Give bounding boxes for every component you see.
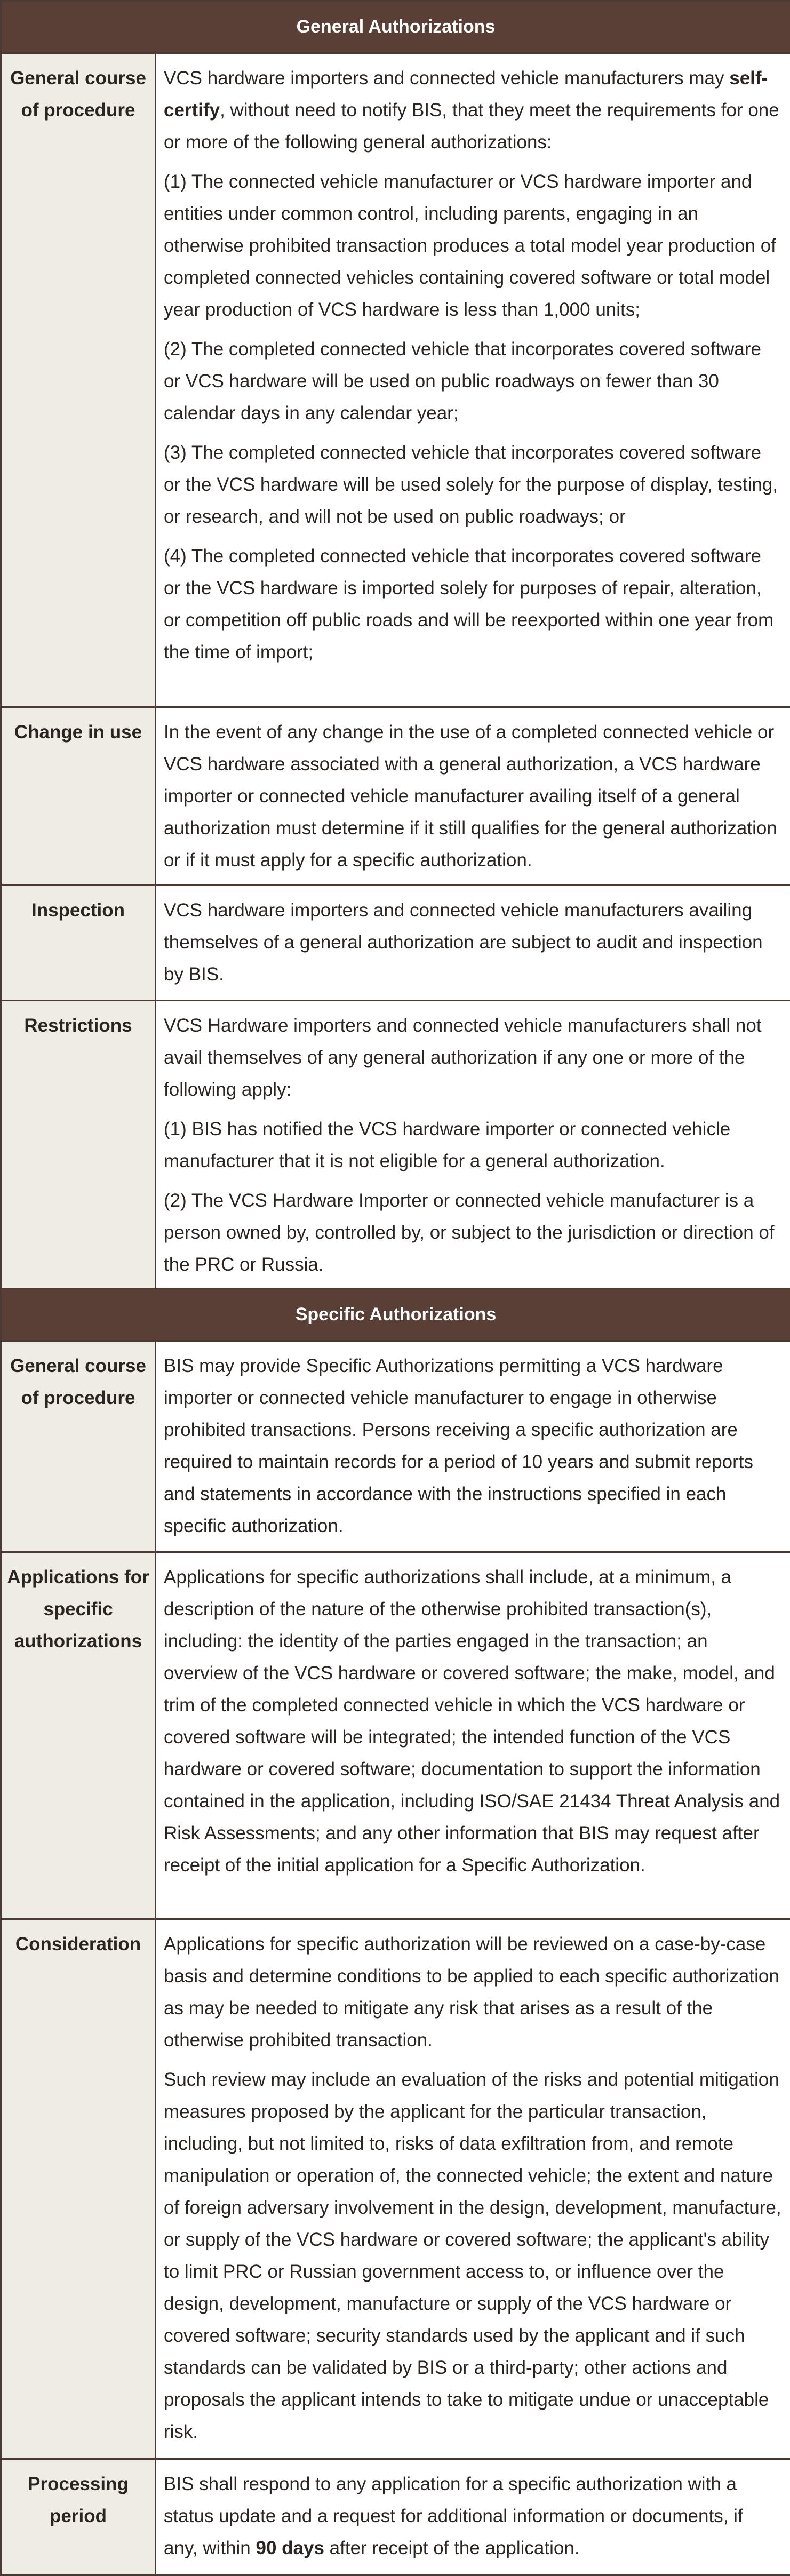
restrictions-text (156, 1001, 790, 1289)
general-authorizations-header: General Authorizations (1, 1, 790, 53)
restrictions-row (1, 1001, 790, 1289)
ninety-days-emphasis: 90 days (256, 2538, 324, 2558)
applications-label: Applications for specific authorizations (1, 1552, 156, 1919)
general-course-intro-end: , without need to notify BIS, that they meet the requirements for one or more of the following general authorizations: (164, 100, 779, 153)
general-course-item: (2) The completed connected vehicle that incorporates covered software or VCS hardware will be used on public roadways on fewer than 30 calendar days in any calendar year; (164, 333, 781, 429)
change-in-use-row (1, 707, 790, 886)
inspection-row (1, 886, 790, 1001)
applications-row (1, 1552, 790, 1919)
specific-authorizations-header-row (1, 1289, 790, 1341)
inspection-label: Inspection (1, 886, 156, 1001)
applications-text: Applications for specific authorizations shall include, at a minimum, a description of the nature of the otherwise prohibited transaction(s), including: the identity of the parties engaged in the transaction; an overview of the VCS hardware or covered software; the make, model, and trim of the completed connected vehicle in which the VCS hardware or covered software will be integrated; the intended function of the VCS hardware or covered software; documentation to support the information contained in the application, including ISO/SAE 21434 Threat Analysis and Risk Assessments; and any other information that BIS may request after receipt of the initial application for a Specific Authorization. (156, 1552, 790, 1919)
general-course-item: (3) The completed connected vehicle that incorporates covered software or the VCS hardware will be used solely for the purpose of display, testing, or research, and will not be used on public roadways; or (164, 437, 781, 533)
processing-text-end: after receipt of the application. (324, 2538, 580, 2558)
consideration-label: Consideration (1, 1919, 156, 2459)
consideration-paragraph: Applications for specific authorization will be reviewed on a case-by-case basis and determine conditions to be applied to each specific authorization as may be needed to mitigate any risk that arises as a result of the otherwise prohibited transaction. (164, 1928, 781, 2056)
restrictions-item: (2) The VCS Hardware Importer or connected vehicle manufacturer is a person owned by, controlled by, or subject to the jurisdiction or direction of the PRC or Russia. (164, 1185, 781, 1281)
restrictions-intro: VCS Hardware importers and connected vehicle manufacturers shall not avail themselves of any general authorization if any one or more of the following apply: (164, 1010, 781, 1106)
general-authorizations-header-row (1, 1, 790, 53)
processing-period-label: Processing period (1, 2459, 156, 2575)
self-certify-emphasis: self-certify (164, 68, 768, 121)
specific-authorizations-header: Specific Authorizations (1, 1289, 790, 1341)
general-course-intro-start: VCS hardware importers and connected vehicle manufacturers may (164, 68, 729, 89)
general-course-intro (164, 62, 781, 158)
specific-course-row (1, 1341, 790, 1552)
processing-period-row (1, 2459, 790, 2575)
general-course-row (1, 53, 790, 707)
general-course-label: General course of procedure (1, 53, 156, 707)
general-course-item: (4) The completed connected vehicle that incorporates covered software or the VCS hardware is imported solely for purposes of repair, alteration, or competition off public roads and will be reexported within one year from the time of import; (164, 540, 781, 668)
inspection-text: VCS hardware importers and connected vehicle manufacturers availing themselves of a general authorization are subject to audit and inspection by BIS. (156, 886, 790, 1001)
specific-course-text: BIS may provide Specific Authorizations permitting a VCS hardware importer or connected vehicle manufacturer to engage in otherwise prohibited transactions. Persons receiving a specific authorization are required to maintain records for a period of 10 years and submit reports and statements in accordance with the instructions specified in each specific authorization. (156, 1341, 790, 1552)
restrictions-label: Restrictions (1, 1001, 156, 1289)
change-in-use-text: In the event of any change in the use of a completed connected vehicle or VCS hardware associated with a general authorization, a VCS hardware importer or connected vehicle manufacturer availing itself of a general authorization must determine if it still qualifies for the general authorization or if it must apply for a specific authorization. (156, 707, 790, 886)
consideration-text (156, 1919, 790, 2459)
consideration-paragraph: Such review may include an evaluation of the risks and potential mitigation measures proposed by the applicant for the particular transaction, including, but not limited to, risks of data exfiltration from, and remote manipulation or operation of, the connected vehicle; the extent and nature of foreign adversary involvement in the design, development, manufacture, or supply of the VCS hardware or covered software; the applicant's ability to limit PRC or Russian government access to, or influence over the design, development, manufacture or supply of the VCS hardware or covered software; security standards used by the applicant and if such standards can be validated by BIS or a third-party; other actions and proposals the applicant intends to take to mitigate undue or unacceptable risk. (164, 2064, 781, 2448)
general-course-text (156, 53, 790, 707)
change-in-use-label: Change in use (1, 707, 156, 886)
general-course-item: (1) The connected vehicle manufacturer or VCS hardware importer and entities under common control, including parents, engaging in an otherwise prohibited transaction produces a total model year production of completed connected vehicles containing covered software or total model year production of VCS hardware is less than 1,000 units; (164, 166, 781, 326)
processing-period-text (156, 2459, 790, 2575)
specific-course-label: General course of procedure (1, 1341, 156, 1552)
processing-text-start: BIS shall respond to any application for a specific authorization with a status update and a request for additional information or documents, if any, within (164, 2474, 743, 2558)
restrictions-item: (1) BIS has notified the VCS hardware importer or connected vehicle manufacturer that it is not eligible for a general authorization. (164, 1113, 781, 1177)
consideration-row (1, 1919, 790, 2459)
